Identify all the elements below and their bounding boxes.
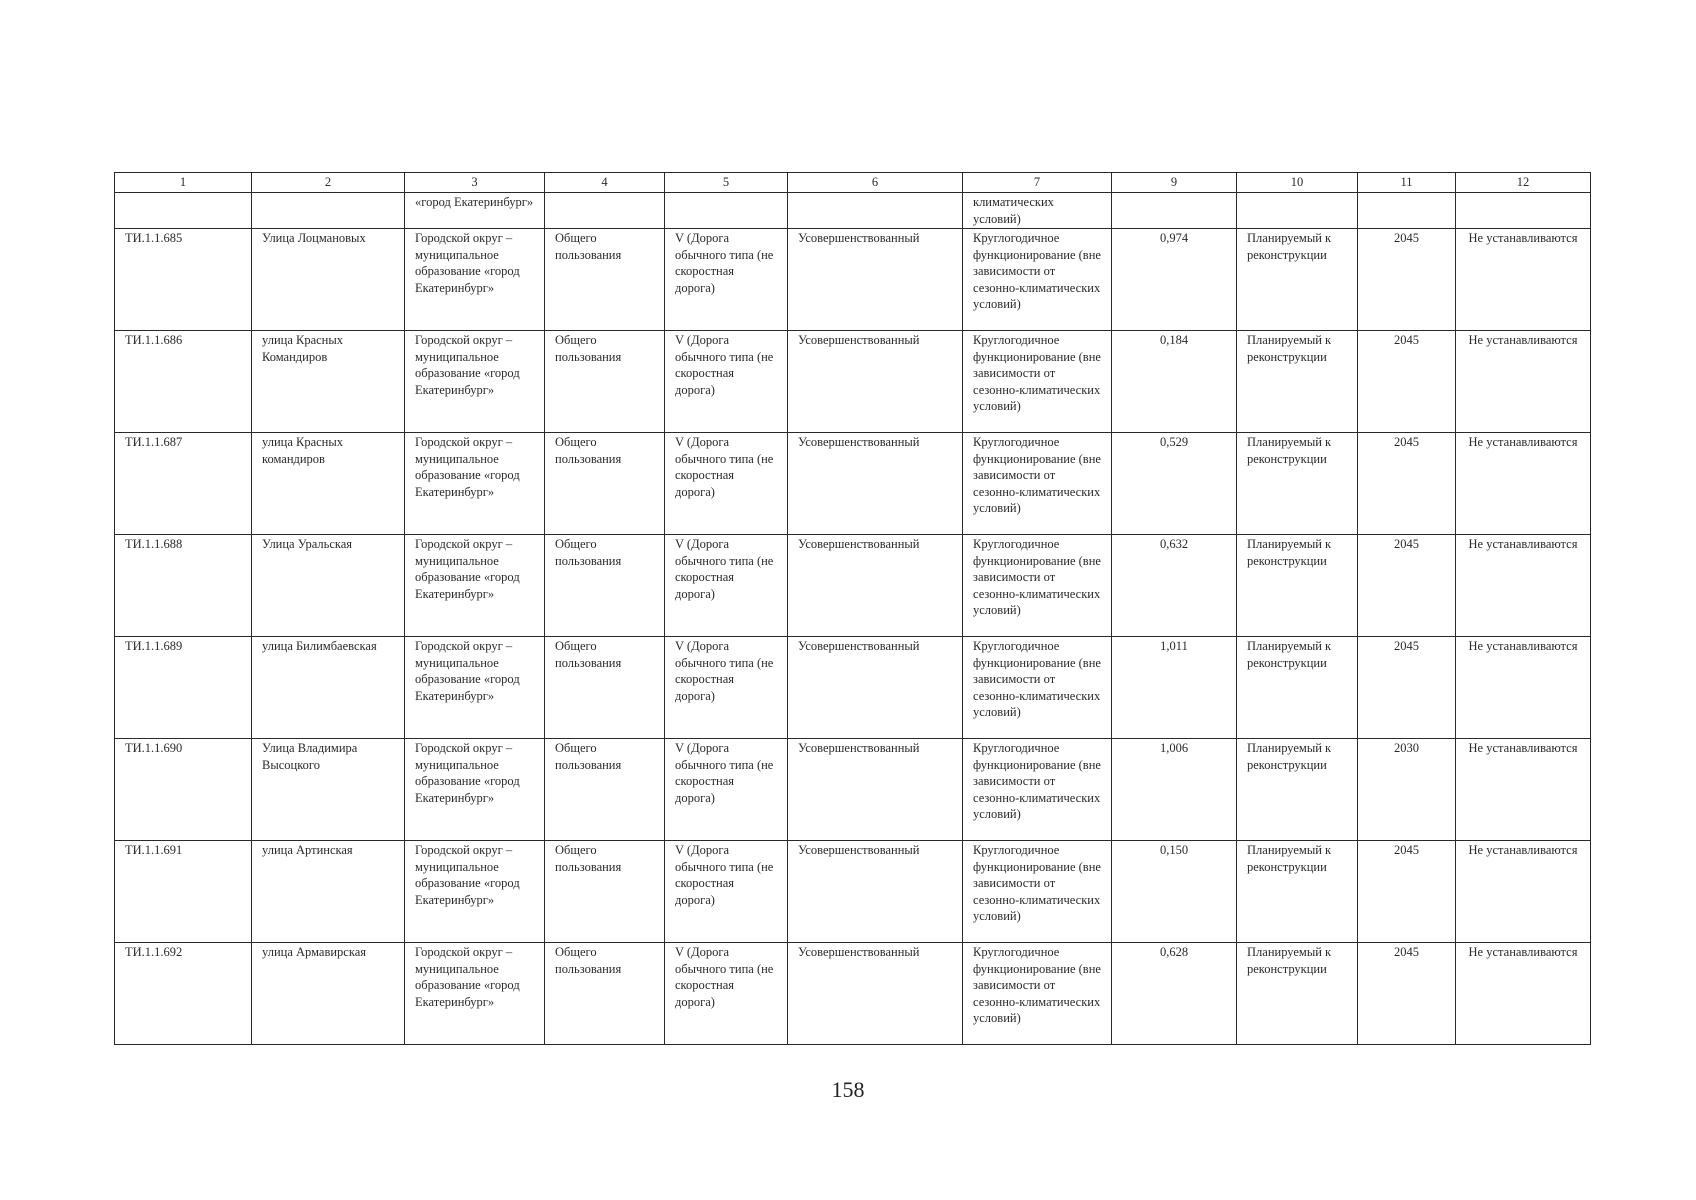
table-cell: Общего пользования <box>545 433 665 535</box>
table-row <box>115 943 1591 1045</box>
table-cell: Планируемый к реконструкции <box>1237 739 1358 841</box>
table-cell: Планируемый к реконструкции <box>1237 943 1358 1045</box>
table-cell: 2045 <box>1358 229 1456 331</box>
column-header: 4 <box>545 173 665 193</box>
table-cell: Городской округ – муниципальное образование «город Екатеринбург» <box>405 229 545 331</box>
table-cell: 2045 <box>1358 433 1456 535</box>
table-cell <box>788 193 963 229</box>
column-header: 9 <box>1112 173 1237 193</box>
table-cell: Планируемый к реконструкции <box>1237 229 1358 331</box>
table-cell: V (Дорога обычного типа (не скоростная дорога) <box>665 841 788 943</box>
table-cell: ТИ.1.1.685 <box>115 229 252 331</box>
table-cell: V (Дорога обычного типа (не скоростная дорога) <box>665 229 788 331</box>
table-cell: Усовершенствованный <box>788 229 963 331</box>
column-header: 5 <box>665 173 788 193</box>
table-cell: Не устанавливаются <box>1456 229 1591 331</box>
table-cell: улица Красных командиров <box>252 433 405 535</box>
table-cell: Планируемый к реконструкции <box>1237 637 1358 739</box>
table-cell: 2045 <box>1358 535 1456 637</box>
table-cell <box>545 193 665 229</box>
table-cell: 0,529 <box>1112 433 1237 535</box>
table-cell: климатических условий) <box>963 193 1112 229</box>
table-cell: Не устанавливаются <box>1456 331 1591 433</box>
table-cell: улица Красных Командиров <box>252 331 405 433</box>
table-cell: V (Дорога обычного типа (не скоростная дорога) <box>665 739 788 841</box>
table-cell: Общего пользования <box>545 943 665 1045</box>
table-cell: Планируемый к реконструкции <box>1237 841 1358 943</box>
column-header: 7 <box>963 173 1112 193</box>
table-cell <box>665 193 788 229</box>
column-header: 10 <box>1237 173 1358 193</box>
table-cell: Усовершенствованный <box>788 331 963 433</box>
table-cell: ТИ.1.1.689 <box>115 637 252 739</box>
table-row <box>115 841 1591 943</box>
header-row <box>115 173 1591 193</box>
column-header: 12 <box>1456 173 1591 193</box>
table-cell: 0,632 <box>1112 535 1237 637</box>
table-cell: улица Артинская <box>252 841 405 943</box>
table-cell: ТИ.1.1.687 <box>115 433 252 535</box>
table-cell: 0,184 <box>1112 331 1237 433</box>
table-cell: Городской округ – муниципальное образование «город Екатеринбург» <box>405 841 545 943</box>
table-cell: Не устанавливаются <box>1456 433 1591 535</box>
table-cell: «город Екатеринбург» <box>405 193 545 229</box>
table-row <box>115 433 1591 535</box>
table-cell: ТИ.1.1.691 <box>115 841 252 943</box>
column-header: 11 <box>1358 173 1456 193</box>
table-cell: Круглогодичное функционирование (вне зависимости от сезонно-климатических условий) <box>963 331 1112 433</box>
table-cell: 0,628 <box>1112 943 1237 1045</box>
table-cell: V (Дорога обычного типа (не скоростная дорога) <box>665 943 788 1045</box>
column-header: 1 <box>115 173 252 193</box>
table-cell: ТИ.1.1.690 <box>115 739 252 841</box>
table-cell: Городской округ – муниципальное образование «город Екатеринбург» <box>405 637 545 739</box>
table-cell: улица Билимбаевская <box>252 637 405 739</box>
table-cell: Общего пользования <box>545 637 665 739</box>
table-cell: ТИ.1.1.688 <box>115 535 252 637</box>
table-cell: 2045 <box>1358 637 1456 739</box>
table-row <box>115 535 1591 637</box>
table-cell: Усовершенствованный <box>788 841 963 943</box>
table-cell: Усовершенствованный <box>788 433 963 535</box>
table-cell: Не устанавливаются <box>1456 739 1591 841</box>
table-cell: улица Армавирская <box>252 943 405 1045</box>
table-cell <box>252 193 405 229</box>
table-cell <box>1237 193 1358 229</box>
table-row <box>115 637 1591 739</box>
table-cell <box>115 193 252 229</box>
column-header: 2 <box>252 173 405 193</box>
table-cell: 2045 <box>1358 331 1456 433</box>
table-cell: Круглогодичное функционирование (вне зависимости от сезонно-климатических условий) <box>963 739 1112 841</box>
table-cell: Усовершенствованный <box>788 739 963 841</box>
table-cell: V (Дорога обычного типа (не скоростная дорога) <box>665 637 788 739</box>
table-cell: Планируемый к реконструкции <box>1237 433 1358 535</box>
table-cell: Не устанавливаются <box>1456 637 1591 739</box>
table-cell: Усовершенствованный <box>788 535 963 637</box>
table-cell <box>1456 193 1591 229</box>
table-cell: 1,011 <box>1112 637 1237 739</box>
table-cell: Общего пользования <box>545 535 665 637</box>
table-cell: Усовершенствованный <box>788 943 963 1045</box>
table-cell: Не устанавливаются <box>1456 943 1591 1045</box>
column-header: 6 <box>788 173 963 193</box>
roads-table <box>114 172 1591 1045</box>
table-cell: Круглогодичное функционирование (вне зависимости от сезонно-климатических условий) <box>963 841 1112 943</box>
table-cell: Планируемый к реконструкции <box>1237 535 1358 637</box>
table-cell: 2030 <box>1358 739 1456 841</box>
table-cell: Улица Уральская <box>252 535 405 637</box>
continuation-row <box>115 193 1591 229</box>
table-cell: V (Дорога обычного типа (не скоростная дорога) <box>665 433 788 535</box>
column-header: 3 <box>405 173 545 193</box>
table-cell: Улица Лоцмановых <box>252 229 405 331</box>
table-cell: Планируемый к реконструкции <box>1237 331 1358 433</box>
table-cell: Общего пользования <box>545 229 665 331</box>
table-row <box>115 229 1591 331</box>
table-cell <box>1112 193 1237 229</box>
table-cell <box>1358 193 1456 229</box>
page-number: 158 <box>831 1077 865 1102</box>
table-cell: 2045 <box>1358 943 1456 1045</box>
table-cell: Городской округ – муниципальное образование «город Екатеринбург» <box>405 943 545 1045</box>
table-cell: V (Дорога обычного типа (не скоростная дорога) <box>665 331 788 433</box>
table-cell: 0,150 <box>1112 841 1237 943</box>
table-cell: Круглогодичное функционирование (вне зависимости от сезонно-климатических условий) <box>963 229 1112 331</box>
table-cell: ТИ.1.1.686 <box>115 331 252 433</box>
table-cell: Городской округ – муниципальное образование «город Екатеринбург» <box>405 739 545 841</box>
table-cell: Круглогодичное функционирование (вне зависимости от сезонно-климатических условий) <box>963 535 1112 637</box>
table-cell: Общего пользования <box>545 841 665 943</box>
table-cell: 2045 <box>1358 841 1456 943</box>
table-cell: Усовершенствованный <box>788 637 963 739</box>
table-row <box>115 331 1591 433</box>
table-row <box>115 739 1591 841</box>
table-cell: 0,974 <box>1112 229 1237 331</box>
table-cell: ТИ.1.1.692 <box>115 943 252 1045</box>
table-cell: Общего пользования <box>545 739 665 841</box>
table-cell: Не устанавливаются <box>1456 535 1591 637</box>
table-cell: Круглогодичное функционирование (вне зависимости от сезонно-климатических условий) <box>963 637 1112 739</box>
table-cell: Городской округ – муниципальное образование «город Екатеринбург» <box>405 535 545 637</box>
table-cell: Городской округ – муниципальное образование «город Екатеринбург» <box>405 433 545 535</box>
table-cell: 1,006 <box>1112 739 1237 841</box>
table-cell: V (Дорога обычного типа (не скоростная дорога) <box>665 535 788 637</box>
table-cell: Улица Владимира Высоцкого <box>252 739 405 841</box>
table-cell: Круглогодичное функционирование (вне зависимости от сезонно-климатических условий) <box>963 433 1112 535</box>
table-body <box>115 193 1591 1045</box>
table-cell: Не устанавливаются <box>1456 841 1591 943</box>
table-cell: Городской округ – муниципальное образование «город Екатеринбург» <box>405 331 545 433</box>
table-cell: Круглогодичное функционирование (вне зависимости от сезонно-климатических условий) <box>963 943 1112 1045</box>
table-cell: Общего пользования <box>545 331 665 433</box>
